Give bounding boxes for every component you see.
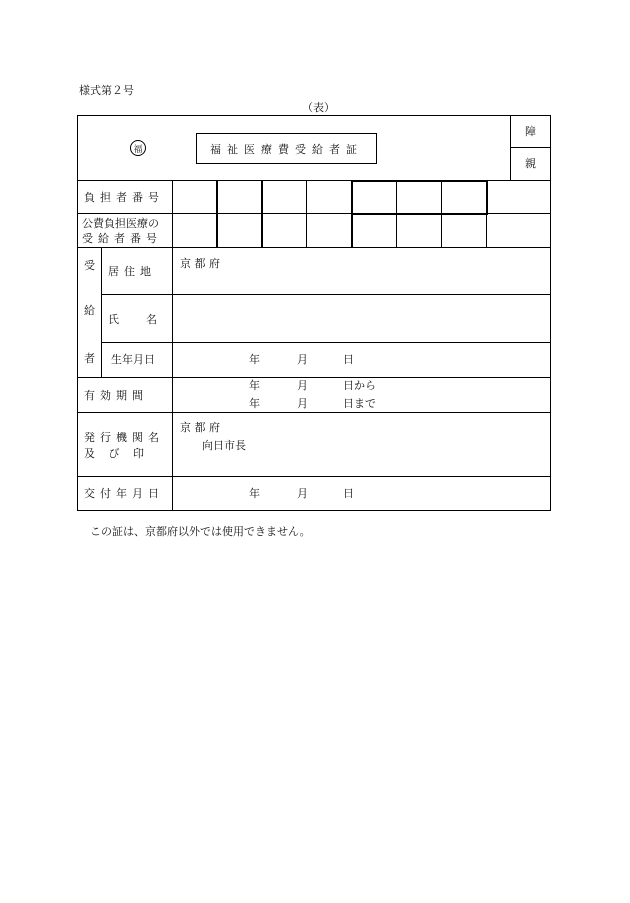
label-column-line [172,180,173,511]
issuer-label-line2: 及 び 印 [84,447,149,460]
recipient-group-line [101,247,102,377]
address-value: 京 都 府 [180,257,220,270]
birthdate-day: 日 [343,353,354,366]
digit-cell-border [351,213,488,215]
digit-cell-line [261,180,263,247]
row-line [77,412,551,413]
side-label: （表） [302,101,335,114]
issuer-label-line1: 発行機関名 [84,431,164,444]
corner-label-bottom: 親 [525,157,536,170]
row-line [101,342,551,343]
issue-date-month: 月 [297,487,308,500]
digit-cell-border [351,180,488,182]
validity-from-day: 日から [343,379,376,392]
validity-to-month: 月 [297,397,308,410]
fuku-seal-icon: 福 [130,140,146,156]
certificate-title: 福祉医療費受給者証 [196,133,377,164]
address-label: 居住地 [108,265,156,278]
corner-label-top: 障 [525,125,536,138]
recipient-group-char: 受 [84,259,95,272]
name-label: 氏 名 [108,313,165,326]
row-line [101,294,551,295]
validity-to-year: 年 [249,397,260,410]
row-line [77,247,551,248]
birthdate-label: 生年月日 [111,353,155,366]
validity-from-year: 年 [249,379,260,392]
issuer-value-line1: 京 都 府 [180,421,220,434]
digit-cell-line [486,180,488,214]
row-line [77,476,551,477]
birthdate-month: 月 [297,353,308,366]
payer-number-label: 負担者番号 [84,191,164,204]
corner-divider [510,147,551,148]
validity-label: 有効期間 [84,389,148,402]
validity-from-month: 月 [297,379,308,392]
issue-date-day: 日 [343,487,354,500]
issuer-value-line2: 向日市長 [202,439,246,452]
issue-date-year: 年 [249,487,260,500]
public-number-label-line2: 受給者番号 [82,232,162,245]
recipient-group-char: 給 [84,304,95,317]
digit-cell-line [306,180,307,247]
issue-date-label: 交付年月日 [84,487,164,500]
recipient-group-char: 者 [84,352,95,365]
form-number: 様式第２号 [79,84,134,97]
birthdate-year: 年 [249,353,260,366]
public-number-label-line1: 公費負担医療の [82,217,159,230]
digit-cell-line [486,213,487,247]
row-line [77,377,551,378]
usage-note: この証は、京都府以外では使用できません。 [90,525,311,538]
digit-cell-line [216,180,218,247]
validity-to-day: 日まで [343,397,376,410]
